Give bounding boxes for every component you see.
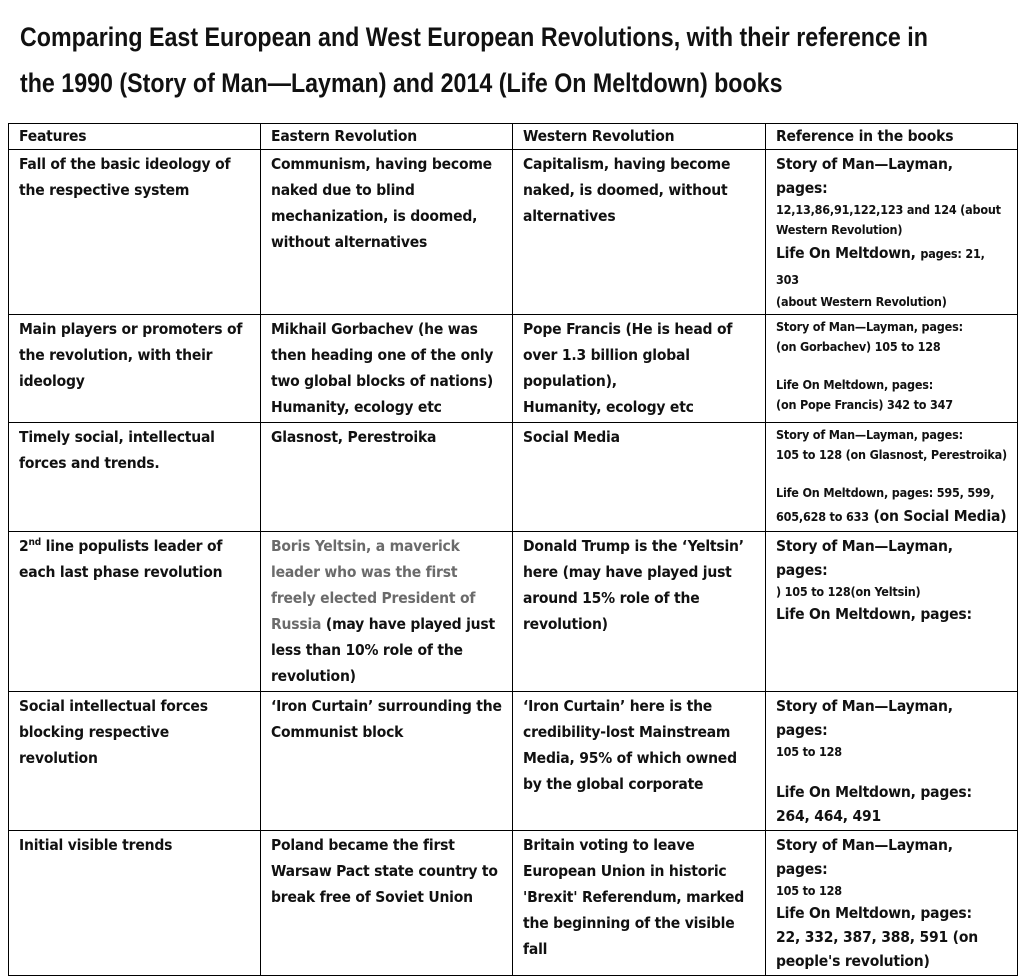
header-features: Features	[9, 124, 261, 150]
reference-cell	[766, 423, 1018, 532]
table-row	[9, 831, 1018, 976]
western-cell: Capitalism, having become naked, is doomed, without alternatives	[513, 150, 766, 315]
ref-meltdown-note: (about Western Revolution)	[776, 294, 947, 309]
table-header-row	[9, 124, 1018, 150]
reference-cell	[766, 692, 1018, 831]
ref-meltdown-title: Life On Meltdown, pages: 595, 599,	[776, 485, 995, 500]
western-text: Pope Francis (He is head of over 1.3 billion global population),	[523, 320, 733, 390]
ref-story-title: Story of Man—Layman, pages:	[776, 836, 953, 878]
eastern-cell: ‘Iron Curtain’ surrounding the Communist block	[261, 692, 513, 831]
ref-story-title: Story of Man—Layman, pages:	[776, 319, 963, 334]
header-reference: Reference in the books	[766, 124, 1018, 150]
ref-story-title: Story of Man—Layman, pages:	[776, 537, 953, 579]
eastern-cell	[261, 315, 513, 423]
ref-story-title: Story of Man—Layman, pages:	[776, 697, 953, 739]
ref-meltdown-pages: 605,628 to 633	[776, 509, 869, 524]
eastern-ideology: Humanity, ecology etc	[271, 398, 442, 416]
ref-meltdown-title: Life On Meltdown, pages:	[776, 377, 934, 392]
eastern-cell	[261, 532, 513, 692]
ref-meltdown-pages: 22, 332, 387, 388, 591 (on people's revolution)	[776, 928, 978, 970]
ref-story-title: Story of Man—Layman, pages:	[776, 155, 953, 197]
feature-cell: Initial visible trends	[9, 831, 261, 976]
western-cell: ‘Iron Curtain’ here is the credibility-lost Mainstream Media, 95% of which owned by the global corporate	[513, 692, 766, 831]
table-row	[9, 692, 1018, 831]
ref-meltdown-title: Life On Meltdown, pages:	[776, 605, 972, 623]
header-eastern: Eastern Revolution	[261, 124, 513, 150]
ref-meltdown-title: Life On Meltdown,	[776, 244, 916, 262]
feature-cell: Social intellectual forces blocking respective revolution	[9, 692, 261, 831]
table-row	[9, 423, 1018, 532]
table-row	[9, 532, 1018, 692]
eastern-cell: Glasnost, Perestroika	[261, 423, 513, 532]
ref-story-pages: (on Gorbachev) 105 to 128	[776, 339, 941, 354]
western-ideology: Humanity, ecology etc	[523, 398, 694, 416]
feature-cell: Fall of the basic ideology of the respective system	[9, 150, 261, 315]
eastern-text: (may have played just less than 10% role of the revolution)	[271, 615, 495, 685]
reference-cell	[766, 150, 1018, 315]
reference-cell	[766, 831, 1018, 976]
western-cell: Britain voting to leave European Union in historic 'Brexit' Referendum, marked the beginning of the visible fall	[513, 831, 766, 976]
eastern-cell: Communism, having become naked due to blind mechanization, is doomed, without alternatives	[261, 150, 513, 315]
feature-cell: Timely social, intellectual forces and trends.	[9, 423, 261, 532]
feature-text: line populists leader of each last phase revolution	[19, 537, 223, 581]
title-line-1: Comparing East European and West European Revolutions, with their reference in	[20, 22, 928, 52]
table-row	[9, 150, 1018, 315]
feature-number: 2	[19, 537, 29, 555]
ref-meltdown-title: Life On Meltdown, pages: 264, 464, 491	[776, 783, 972, 825]
ref-meltdown-pages: (on Pope Francis) 342 to 347	[776, 397, 953, 412]
ref-meltdown-pages: pages: 21, 303	[776, 246, 985, 287]
reference-cell	[766, 315, 1018, 423]
ref-story-pages: ) 105 to 128(on Yeltsin)	[776, 584, 921, 599]
eastern-cell: Poland became the first Warsaw Pact state country to break free of Soviet Union	[261, 831, 513, 976]
table-row	[9, 315, 1018, 423]
feature-cell: Main players or promoters of the revolution, with their ideology	[9, 315, 261, 423]
page-title	[20, 14, 1009, 106]
header-western: Western Revolution	[513, 124, 766, 150]
ref-meltdown-note: (on Social Media)	[873, 507, 1007, 525]
feature-cell	[9, 532, 261, 692]
comparison-table	[8, 123, 1018, 976]
ref-story-title: Story of Man—Layman, pages:	[776, 427, 963, 442]
eastern-text: Mikhail Gorbachev (he was then heading one of the only two global blocks of nations)	[271, 320, 494, 390]
reference-cell	[766, 532, 1018, 692]
ref-story-pages: 12,13,86,91,122,123 and 124 (about Western Revolution)	[776, 202, 1001, 237]
ref-story-pages: 105 to 128	[776, 744, 842, 759]
title-line-2: the 1990 (Story of Man—Layman) and 2014 (Life On Meltdown) books	[20, 68, 783, 98]
ref-meltdown-title: Life On Meltdown, pages:	[776, 904, 972, 922]
feature-superscript: nd	[28, 536, 41, 548]
ref-story-pages: 105 to 128 (on Glasnost, Perestroika)	[776, 447, 1007, 462]
ref-story-pages: 105 to 128	[776, 883, 842, 898]
western-cell	[513, 315, 766, 423]
western-cell: Social Media	[513, 423, 766, 532]
eastern-highlight: Boris Yeltsin, a maverick leader who was the first freely elected President of Russia	[271, 537, 476, 633]
western-cell: Donald Trump is the ‘Yeltsin’ here (may have played just around 15% role of the revolution)	[513, 532, 766, 692]
